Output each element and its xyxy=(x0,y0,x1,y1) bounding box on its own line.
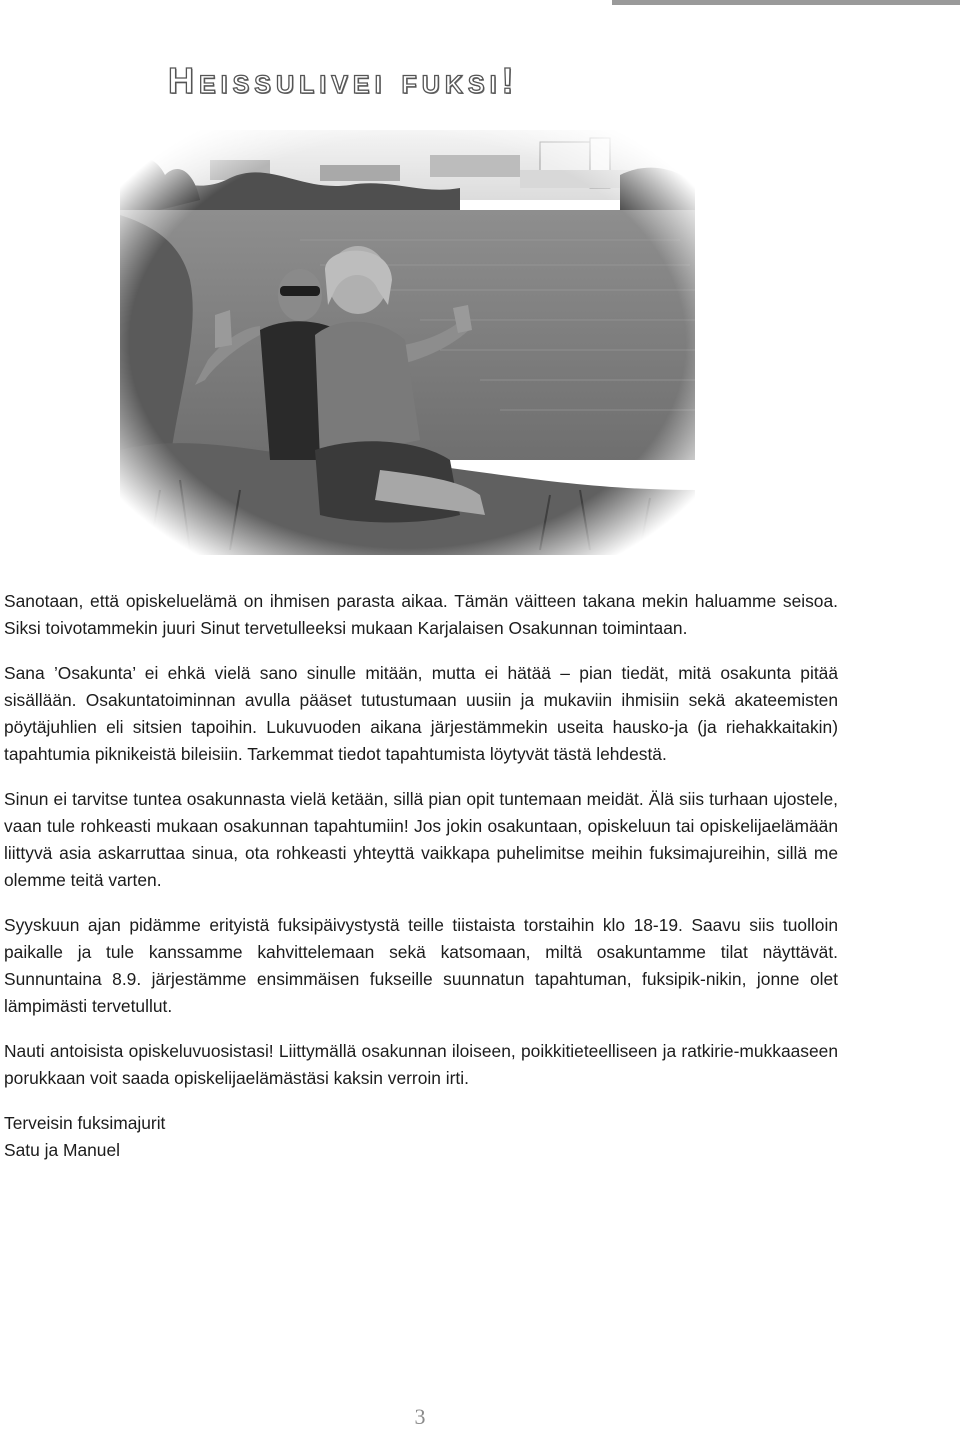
paragraph-intro: Sanotaan, että opiskeluelämä on ihmisen parasta aikaa. Tämän väitteen takana mekin haluamme seisoa. Siksi toivotammekin juuri Sinut tervetulleeksi mukaan Karjalaisen Osakunnan toimintaan. xyxy=(4,591,838,638)
page-number: 3 xyxy=(414,1404,426,1429)
photo-two-students-by-lake xyxy=(120,130,695,555)
signature-names: Satu ja Manuel xyxy=(4,1140,121,1160)
page-title: Heissulivei fuksi! xyxy=(168,60,519,101)
paragraph-fuksipaivystys: Syyskuun ajan pidämme erityistä fuksipäivystystä teille tiistaista torstaihin klo 18-19. Saavu siis tuolloin paikalle ja tule kanssamme kahvittelemaan sekä katsomaan, miltä osakuntamme tilat näyttävät. Sunnuntaina 8.9. järjestämme ensimmäisen fukseille suunnatun tapahtuman, fuksipik-nikin, jonne olet lämpimästi tervetullut. xyxy=(4,915,838,1016)
top-rule xyxy=(612,0,960,5)
signature-greeting: Terveisin fuksimajurit xyxy=(4,1113,166,1133)
paragraph-nauti: Nauti antoisista opiskeluvuosistasi! Liittymällä osakunnan iloiseen, poikkitieteelliseen ja ratkirie-mukkaaseen porukkaan voit saada opiskelijaelämästäsi kaksin verroin irti. xyxy=(4,1041,838,1088)
paragraph-ujostele: Sinun ei tarvitse tuntea osakunnasta vielä ketään, sillä pian opit tuntemaan meidät. Älä siis turhaan ujostele, vaan tule rohkeasti mukaan osakunnan tapahtumiin! Jos jokin osakuntaan, opiskeluun tai opiskelijaelämään liittyvä asia askarruttaa sinua, ota rohkeasti yhteyttä vaikkapa puhelimitse meihin fuksimajureihin, sillä me olemme teitä varten. xyxy=(4,789,838,890)
signature xyxy=(4,1110,838,1164)
paragraph-osakunta: Sana ’Osakunta’ ei ehkä vielä sano sinulle mitään, mutta ei hätää – pian tiedät, mitä osakunta pitää sisällään. Osakuntatoiminnan avulla pääset tutustumaan uusiin ja mukaviin ihmisiin sekä akateemisten pöytäjuhlien eli sitsien tapoihin. Lukuvuoden aikana järjestämmekin useita hausko-ja (ja riehakkaitakin) tapahtumia piknikeistä bileisiin. Tarkemmat tiedot tapahtumista löytyvät tästä lehdestä. xyxy=(4,663,838,764)
article-body xyxy=(4,588,838,1164)
